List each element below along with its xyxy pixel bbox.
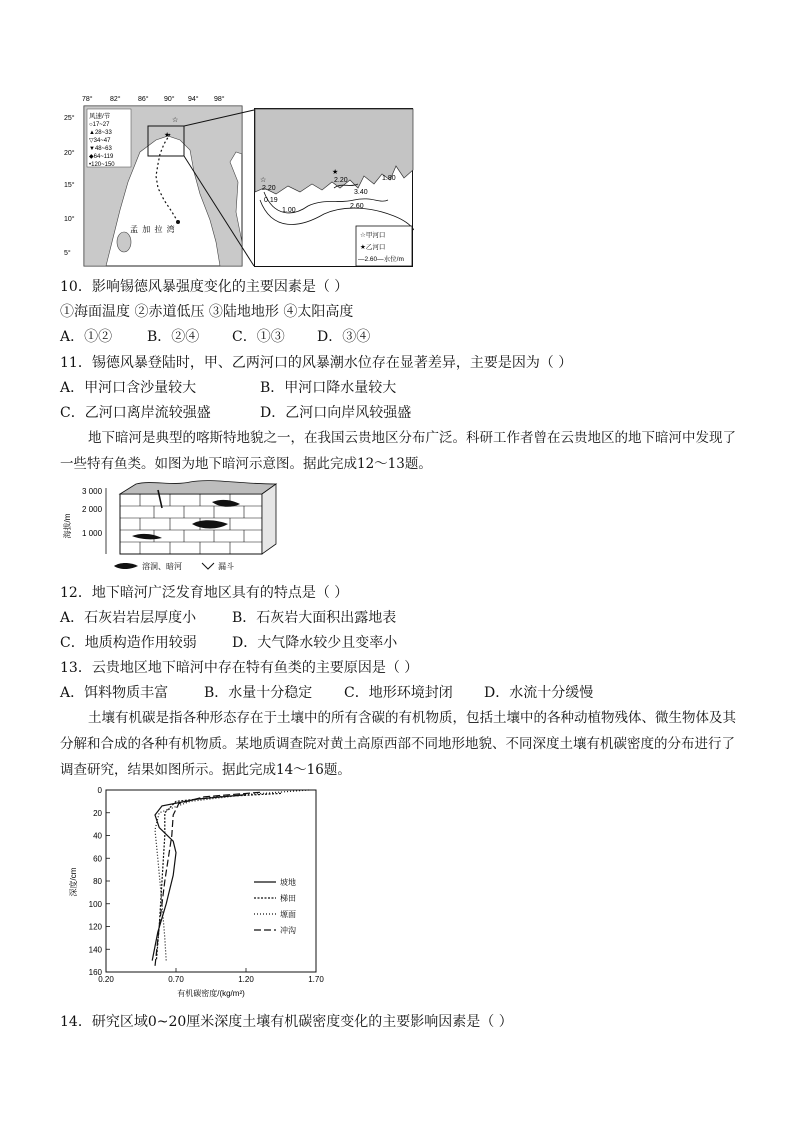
- q12-options-row2: [60, 633, 397, 653]
- q10-stem: 10．影响锡德风暴强度变化的主要因素是（ ）: [60, 279, 349, 295]
- legend-cave-label: 溶洞、暗河: [142, 562, 182, 571]
- inset-legend-item: ★乙河口: [360, 244, 386, 251]
- y-tick-label: 140: [88, 945, 102, 955]
- x-tick-label: 1.70: [308, 975, 324, 984]
- contour-label: 3.40: [354, 189, 368, 196]
- contour-label: 2.60: [350, 203, 364, 210]
- river-mouth-b-marker: ★: [332, 169, 339, 176]
- y-tick-labels: [89, 786, 110, 977]
- q12-stem: 12．地下暗河广泛发育地区具有的特点是（ ）: [60, 585, 349, 601]
- q12-options-row1: [60, 608, 396, 628]
- lon-tick: 90°: [164, 96, 175, 103]
- lat-tick: 20°: [64, 150, 75, 157]
- q11-stem: 11．锡德风暴登陆时，甲、乙两河口的风暴潮水位存在显著差异，主要是因为（ ）: [60, 355, 573, 371]
- river-mouth-b-marker: ★: [164, 132, 171, 139]
- option-d[interactable]: D．乙河口向岸风较强盛: [260, 405, 412, 421]
- series-line-3: [155, 790, 309, 961]
- option-b[interactable]: B．②④: [147, 329, 200, 345]
- option-d[interactable]: D．大气降水较少且变率小: [232, 635, 398, 651]
- option-d[interactable]: D．③④: [317, 329, 371, 345]
- passage-soil-carbon: 土壤有机碳是指各种形态存在于土壤中的所有含碳的有机物质，包括土壤中的各种动植物残体、微生物体及其分解和合成的各种有机物质。某地质调查院对黄土高原西部不同地形地貌、不同深度土壤有机碳密度的分布进行了调查研究，结果如图所示。据此完成14～16题。: [60, 710, 736, 778]
- x-tick-label: 0.20: [98, 975, 114, 984]
- inset-legend-item: —2.60—水位/m: [358, 256, 404, 263]
- option-a[interactable]: A．甲河口含沙量较大: [60, 380, 197, 396]
- option-a[interactable]: A．①②: [60, 329, 113, 345]
- lon-tick: 82°: [110, 96, 121, 103]
- sri-lanka: [117, 232, 131, 252]
- y-tick-label: 100: [88, 899, 102, 909]
- option-c[interactable]: C．乙河口离岸流较强盛: [60, 405, 211, 421]
- lon-tick: 94°: [188, 96, 199, 103]
- legend-cave-swatch: [114, 563, 138, 569]
- y-tick-label: 60: [93, 854, 102, 864]
- option-c[interactable]: C．①③: [232, 329, 285, 345]
- inset-map-figure: [254, 108, 414, 268]
- map-legend-item: ▲28~33: [89, 130, 112, 136]
- y-tick: 1 000: [82, 529, 103, 538]
- contour-label: 1.80: [382, 175, 396, 182]
- contour-label: 1.00: [282, 207, 296, 214]
- legend-sinkhole-swatch: [202, 563, 214, 569]
- map-legend-item: ▼48~63: [89, 146, 112, 152]
- q10-options: [60, 327, 370, 347]
- zoom-connector: [184, 108, 267, 268]
- lat-tick: 15°: [64, 182, 75, 189]
- contour-label: 2.20: [334, 177, 348, 184]
- q13-stem: 13．云贵地区地下暗河中存在特有鱼类的主要原因是（ ）: [60, 660, 419, 676]
- lon-tick: 78°: [82, 96, 93, 103]
- y-tick: 2 000: [82, 505, 103, 514]
- lon-tick: 98°: [214, 96, 225, 103]
- map-legend-item: ▽34~47: [89, 138, 111, 144]
- q10-items: ①海面温度 ②赤道低压 ③陆地地形 ④太阳高度: [60, 304, 354, 320]
- track-point: [176, 220, 180, 224]
- legend-label: 塬面: [280, 910, 296, 919]
- series-line-2: [156, 793, 281, 960]
- y-tick-label: 0: [97, 786, 102, 795]
- legend-label: 冲沟: [280, 926, 296, 935]
- map-legend-title: 风速/节: [89, 113, 111, 120]
- option-d[interactable]: D．水流十分缓慢: [484, 685, 594, 701]
- map-legend-item: •120~150: [89, 162, 115, 168]
- q11-options-row1: [60, 378, 396, 398]
- x-tick-label: 0.70: [168, 975, 184, 984]
- contour-label: 0.19: [264, 197, 278, 204]
- sea-label: 孟 加 拉 湾: [130, 225, 176, 234]
- river-mouth-a-marker: ☆: [260, 177, 267, 184]
- option-b[interactable]: B．石灰岩大面积出露地表: [232, 610, 397, 626]
- option-b[interactable]: B．甲河口降水量较大: [260, 380, 397, 396]
- series-line-4: [155, 792, 260, 966]
- x-tick-labels: [98, 968, 324, 984]
- river-mouth-a-marker: ☆: [172, 117, 179, 124]
- chart-legend: [254, 877, 296, 935]
- lon-tick: 86°: [138, 96, 149, 103]
- terrain-surface: [120, 481, 276, 494]
- block-side: [262, 484, 276, 554]
- q13-options: [60, 683, 593, 703]
- inset-legend-item: ☆甲河口: [360, 232, 386, 239]
- y-tick-label: 160: [88, 968, 102, 977]
- map-legend-item: ◆64~119: [89, 154, 114, 160]
- y-tick-label: 20: [93, 808, 102, 818]
- y-tick-label: 40: [93, 831, 102, 841]
- option-c[interactable]: C．地质构造作用较弱: [60, 635, 197, 651]
- series-line-1: [152, 795, 246, 961]
- y-axis-label: 深度/cm: [69, 867, 78, 897]
- option-b[interactable]: B．水量十分稳定: [204, 685, 313, 701]
- karst-figure: [62, 478, 282, 576]
- q11-options-row2: [60, 403, 411, 423]
- option-a[interactable]: A．饵料物质丰富: [60, 685, 169, 701]
- legend-label: 梯田: [280, 894, 296, 903]
- option-a[interactable]: A．石灰岩岩层厚度小: [60, 610, 197, 626]
- map-legend-item: ○17~27: [89, 122, 110, 128]
- y-tick: 3 000: [82, 487, 103, 496]
- option-c[interactable]: C．地形环境封闭: [344, 685, 453, 701]
- soil-carbon-chart: [66, 782, 326, 1002]
- passage-karst: 地下暗河是典型的喀斯特地貌之一，在我国云贵地区分布广泛。科研工作者曾在云贵地区的地下暗河中发现了一些特有鱼类。如图为地下暗河示意图。据此完成12～13题。: [60, 430, 736, 472]
- contour-label: 2.20: [262, 185, 276, 192]
- inset-map: [254, 108, 414, 268]
- lat-tick: 25°: [64, 115, 75, 122]
- y-tick-label: 120: [88, 922, 102, 932]
- q14-stem: 14．研究区域0~20厘米深度土壤有机碳密度变化的主要影响因素是（ ）: [60, 1014, 513, 1030]
- y-axis-label: 海拔/m: [63, 513, 72, 539]
- lat-tick: 5°: [64, 250, 71, 257]
- chart-svg: [66, 782, 326, 1002]
- rock-block: [120, 494, 262, 554]
- karst-diagram: [62, 478, 282, 576]
- lat-tick: 10°: [64, 216, 75, 223]
- x-tick-label: 1.20: [238, 975, 254, 984]
- y-tick-label: 80: [93, 877, 102, 886]
- legend-label: 坡地: [280, 878, 296, 887]
- legend-sinkhole-label: 漏斗: [218, 562, 234, 571]
- x-axis-label: 有机碳密度/(kg/m²): [177, 989, 245, 998]
